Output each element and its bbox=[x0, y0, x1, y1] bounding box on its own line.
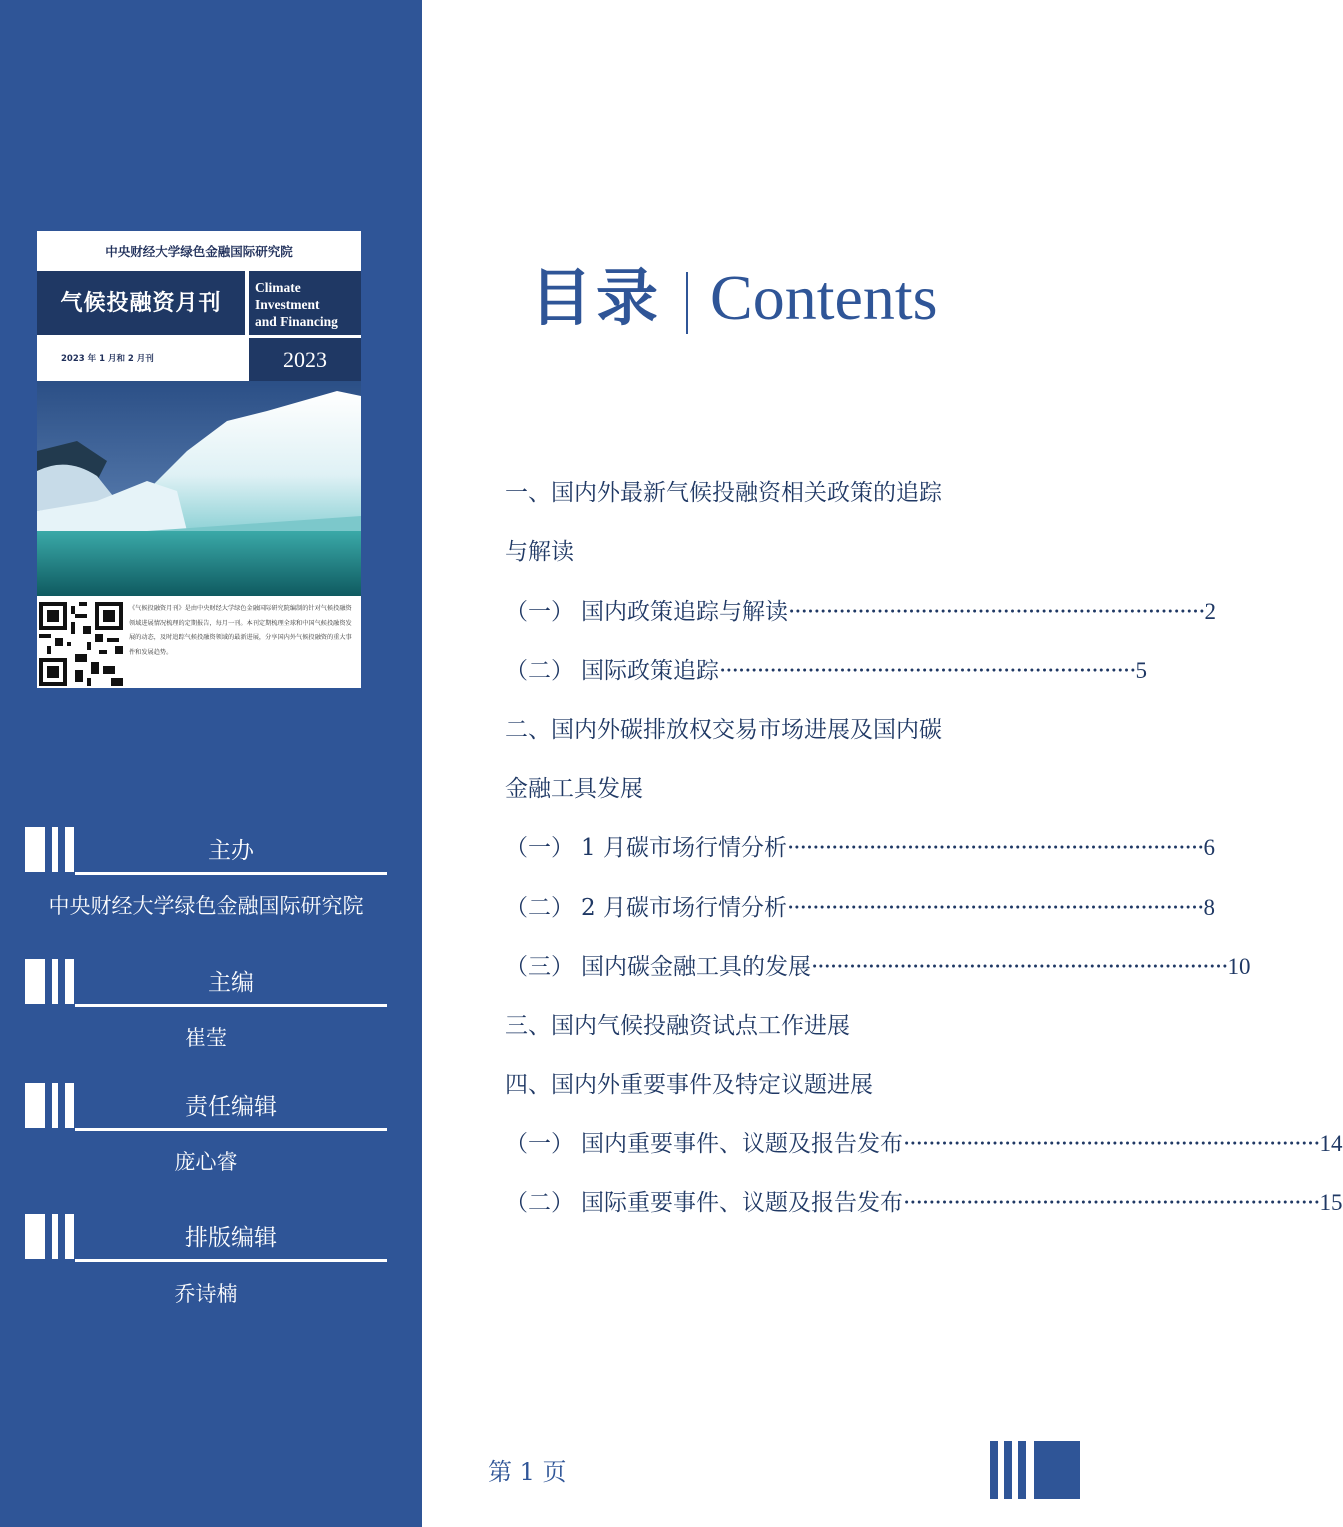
divider bbox=[75, 872, 387, 875]
leader-dots: ·································································· bbox=[719, 658, 1136, 684]
toc-section-2[interactable]: 二、国内外碳排放权交易市场进展及国内碳 bbox=[505, 717, 942, 743]
cover-title: 气候投融资月刊 bbox=[37, 271, 245, 335]
toc-entry-1-1[interactable]: （一） 国内政策追踪与解读 ·································································· 2 bbox=[505, 592, 1005, 632]
cover-iceberg-photo bbox=[37, 381, 361, 596]
credit-value-editor: 崔莹 bbox=[185, 1026, 227, 1050]
toc-entry-2-2[interactable]: （二） 2 月碳市场行情分析 ·································································· 8 bbox=[505, 888, 1005, 928]
bars-ornament bbox=[25, 1214, 75, 1259]
leader-dots: ·································································· bbox=[811, 954, 1228, 980]
toc-section-2-cont[interactable]: 金融工具发展 bbox=[505, 776, 643, 802]
title-en: Contents bbox=[710, 262, 938, 333]
cover-issue-date: 2023 年 1 月和 2 月刊 bbox=[37, 338, 245, 381]
bars-ornament bbox=[25, 959, 75, 1004]
toc-section-1-cont[interactable]: 与解读 bbox=[505, 539, 574, 565]
divider bbox=[75, 1259, 387, 1262]
sidebar bbox=[0, 0, 422, 1527]
credit-label-editor: 主编 bbox=[208, 970, 254, 996]
credit-label-responsible-editor: 责任编辑 bbox=[185, 1094, 277, 1120]
toc-section-3[interactable]: 三、国内气候投融资试点工作进展 bbox=[505, 1013, 850, 1039]
credit-value-layout-editor: 乔诗楠 bbox=[174, 1282, 238, 1306]
toc-entry-2-3[interactable]: （三） 国内碳金融工具的发展 ·································································· 10 bbox=[505, 947, 1005, 987]
leader-dots: ·································································· bbox=[788, 599, 1205, 625]
cover-thumbnail bbox=[37, 231, 361, 688]
credit-header-editor bbox=[25, 959, 387, 1007]
toc-entry-4-1[interactable]: （一） 国内重要事件、议题及报告发布 ·································································· 14 bbox=[505, 1124, 1005, 1164]
cover-year: 2023 bbox=[249, 338, 361, 381]
cover-footer bbox=[37, 599, 361, 688]
toc-entry-1-2[interactable]: （二） 国际政策追踪 ·································································· 5 bbox=[505, 651, 1005, 691]
page-title bbox=[530, 258, 980, 338]
corner-bars-ornament bbox=[990, 1441, 1080, 1499]
divider bbox=[75, 1128, 387, 1131]
toc-section-4[interactable]: 四、国内外重要事件及特定议题进展 bbox=[505, 1072, 873, 1098]
credit-label-layout-editor: 排版编辑 bbox=[185, 1225, 277, 1251]
credit-header-host bbox=[25, 827, 387, 875]
leader-dots: ·································································· bbox=[903, 1190, 1320, 1216]
divider bbox=[75, 1004, 387, 1007]
toc-entry-4-2[interactable]: （二） 国际重要事件、议题及报告发布 ·································································· 15 bbox=[505, 1183, 1005, 1223]
credit-header-responsible-editor bbox=[25, 1083, 387, 1131]
cover-description: 《气候投融资月刊》是由中央财经大学绿色金融国际研究院编制的针对气候投融资领域进展情况梳理的定期报告，每月一刊。本刊定期梳理全球和中国气候投融资发展的动态，及时追踪气候投融资领域的最新进展，分享国内外气候投融资的重大事件和发展趋势。 bbox=[129, 605, 352, 656]
bars-ornament bbox=[25, 827, 75, 872]
credit-label-host: 主办 bbox=[208, 838, 254, 864]
qr-code bbox=[39, 602, 123, 686]
cover-title-en: Climate Investment and Financing bbox=[249, 271, 361, 335]
credit-value-responsible-editor: 庞心睿 bbox=[174, 1150, 238, 1174]
cover-org: 中央财经大学绿色金融国际研究院 bbox=[105, 244, 293, 259]
toc-entry-2-1[interactable]: （一） 1 月碳市场行情分析 ·································································· 6 bbox=[505, 828, 1005, 868]
credit-header-layout-editor bbox=[25, 1214, 387, 1262]
page-number: 第 1 页 bbox=[488, 1458, 567, 1486]
title-separator bbox=[686, 272, 688, 334]
credit-value-host: 中央财经大学绿色金融国际研究院 bbox=[48, 894, 364, 918]
leader-dots: ·································································· bbox=[903, 1131, 1320, 1157]
title-cn: 目录 bbox=[530, 261, 663, 334]
cover-title-band bbox=[37, 271, 361, 372]
leader-dots: ·································································· bbox=[786, 835, 1204, 861]
bars-ornament bbox=[25, 1083, 75, 1128]
toc-section-1[interactable]: 一、国内外最新气候投融资相关政策的追踪 bbox=[505, 480, 942, 506]
leader-dots: ·································································· bbox=[786, 895, 1204, 921]
